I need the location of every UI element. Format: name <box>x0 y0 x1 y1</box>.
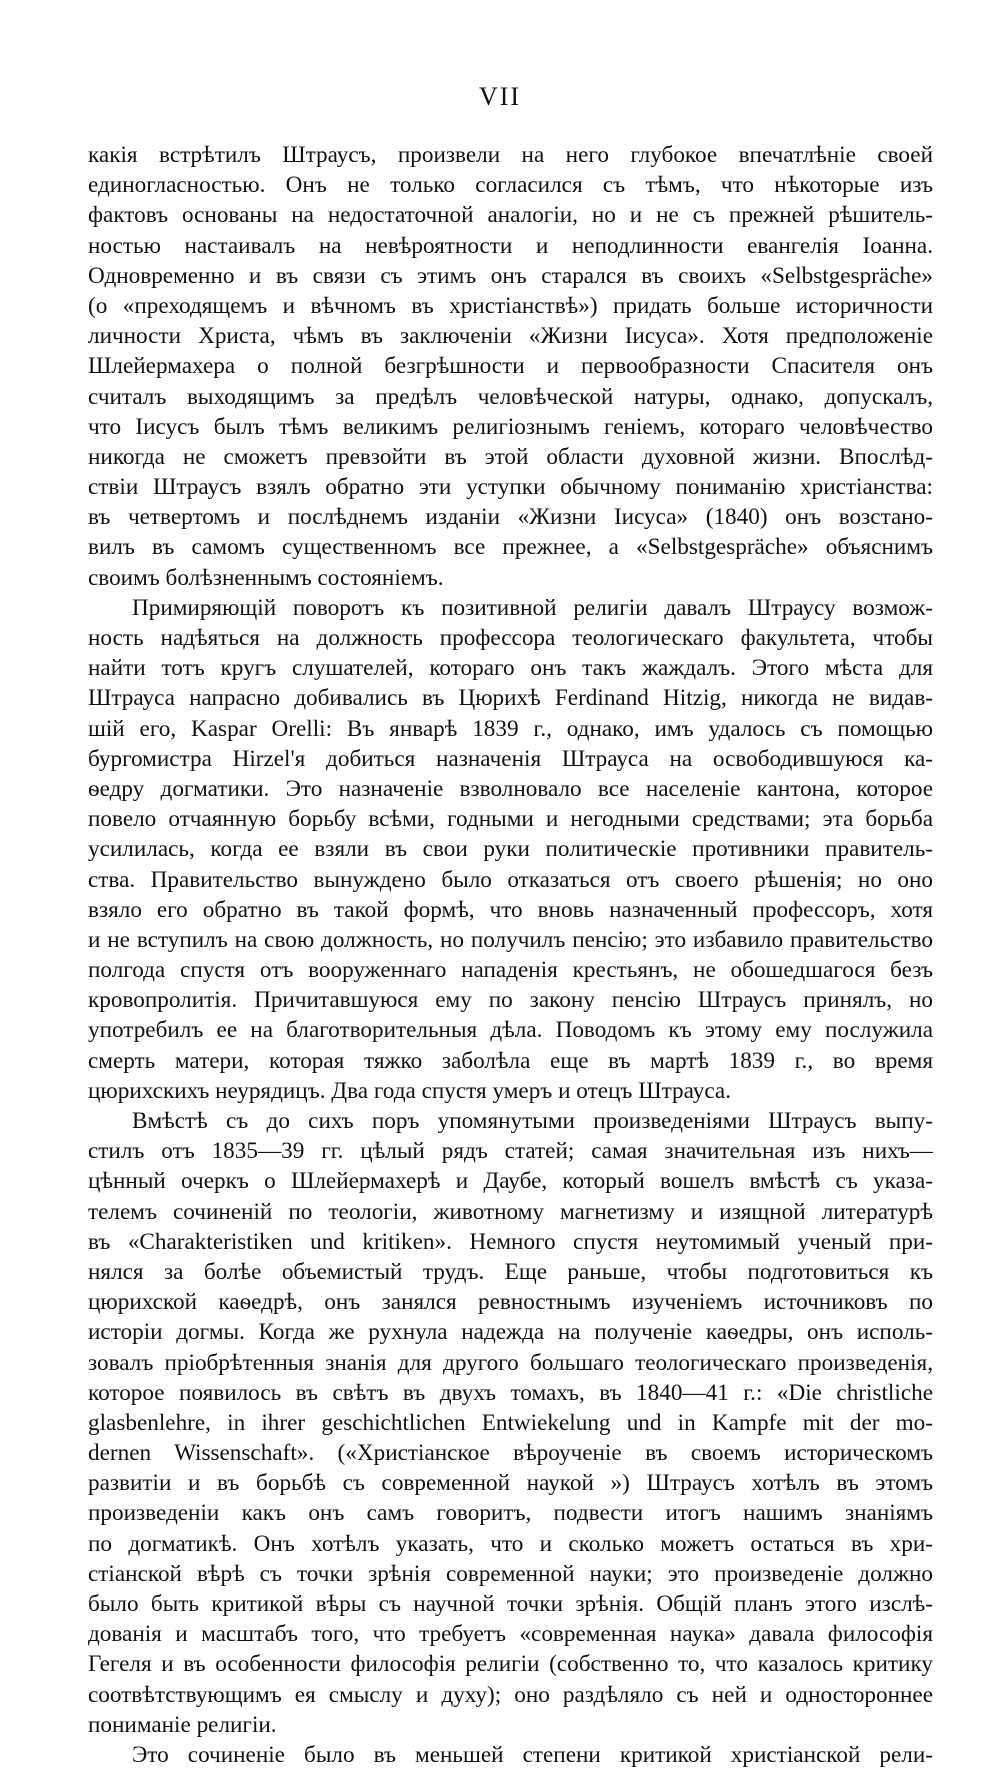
text-line: ства. Правительство вынуждено было отказаться отъ своего рѣшенія; но оно <box>88 866 933 893</box>
text-line: вилъ въ самомъ существенномъ все прежнее, а «Selbstgespräche» объяснимъ <box>88 534 933 561</box>
text-line: своимъ болѣзненнымъ состояніемъ. <box>88 564 444 591</box>
text-line: нялся за болѣе объемистый трудъ. Еще раньше, чтобы подготовиться къ <box>88 1258 933 1285</box>
text-line: никогда не сможетъ превзойти въ этой области духовной жизни. Впослѣд- <box>88 443 933 470</box>
text-line: усилилась, когда ее взяли въ свои руки политическіе противники правитель- <box>88 836 933 863</box>
text-line: кровопролитія. Причитавшуюся ему по закону пенсію Штраусъ принялъ, но <box>88 987 933 1014</box>
text-line: взяло его обратно въ такой формѣ, что вновь назначенный профессоръ, хотя <box>88 896 933 923</box>
text-line: считалъ выходящимъ за предѣлъ человѣческой натуры, однако, допускалъ, <box>88 383 933 410</box>
text-line: dernen Wissenschaft». («Христіанское вѣроученіе въ своемъ историческомъ <box>88 1440 933 1467</box>
text-line: въ четвертомъ и послѣднемъ изданіи «Жизни Іисуса» (1840) онъ возстано- <box>88 504 933 531</box>
text-line: единогласностью. Онъ не только согласился съ тѣмъ, что нѣкоторые изъ <box>88 172 933 199</box>
text-line: Штрауса напрасно добивались въ Цюрихѣ Ferdinand Hitzig, никогда не видав- <box>88 685 933 712</box>
text-line: glasbenlehre, in ihrer geschichtlichen Entwiekelung und in Kampfe mit der mo- <box>88 1409 933 1436</box>
text-line: ность надѣяться на должность профессора теологическаго факультета, чтобы <box>88 625 933 651</box>
text-line: произведеніи какъ онъ самъ говоритъ, подвести итогъ нашимъ знаніямъ <box>88 1500 933 1527</box>
text-line: дованія и масштабъ того, что требуетъ «современная наука» давала философія <box>88 1621 933 1648</box>
text-line: повело отчаянную борьбу всѣми, годными и негодными средствами; эта борьба <box>88 806 933 833</box>
text-line: зовалъ пріобрѣтенныя знанія для другого большаго теологическаго произведенія, <box>88 1349 933 1376</box>
text-line: Примиряющій поворотъ къ позитивной религіи давалъ Штраусу возмож- <box>132 594 933 621</box>
text-line: и не вступилъ на свою должность, но получилъ пенсію; это избавило правительство <box>88 926 933 953</box>
text-line: полгода спустя отъ вооруженнаго нападенія крестьянъ, не обошедшагося безъ <box>88 957 933 984</box>
text-line: шій его, Kaspar Orelli: Въ январѣ 1839 г., однако, имъ удалось съ помощью <box>88 715 933 742</box>
text-line: ѳедру догматики. Это назначеніе взволновало все населеніе кантона, которое <box>88 775 933 802</box>
body-text <box>88 140 933 1770</box>
text-line: бургомистра Hirzel'я добиться назначенія Штрауса на освободившуюся ка- <box>88 745 933 772</box>
text-line: соотвѣтствующимъ ея смыслу и духу); оно раздѣляло съ ней и одностороннее <box>88 1681 933 1708</box>
text-line: Шлейермахера о полной безгрѣшности и первообразности Спасителя онъ <box>88 353 933 380</box>
text-line: Гегеля и въ особенности философія религіи (собственно то, что казалось критику <box>88 1651 933 1678</box>
text-line: какія встрѣтилъ Штраусъ, произвели на него глубокое впечатлѣніе своей <box>88 142 933 168</box>
text-line: Это сочиненіе было въ меньшей степени критикой христіанской рели- <box>132 1741 933 1768</box>
text-line: личности Христа, чѣмъ въ заключеніи «Жизни Іисуса». Хотя предположеніе <box>88 323 933 350</box>
page-number: VII <box>478 82 522 111</box>
text-line: стилъ отъ 1835—39 гг. цѣлый рядъ статей; самая значительная изъ нихъ— <box>88 1138 933 1165</box>
text-line: цюрихскихъ неурядицъ. Два года спустя умеръ и отецъ Штрауса. <box>88 1077 731 1104</box>
text-line: развитіи и въ борьбѣ съ современной наукой ») Штраусъ хотѣлъ въ этомъ <box>88 1470 933 1497</box>
text-line: Одновременно и въ связи съ этимъ онъ старался въ своихъ «Selbstgespräche» <box>88 262 933 289</box>
text-line: по догматикѣ. Онъ хотѣлъ указать, что и сколько можетъ остаться въ хри- <box>88 1530 933 1557</box>
text-line: Вмѣстѣ съ до сихъ поръ упомянутыми произведеніями Штраусъ выпу- <box>132 1108 933 1134</box>
text-line: исторіи догмы. Когда же рухнула надежда на полученіе каѳедры, онъ исполь- <box>88 1319 933 1346</box>
text-line: ствіи Штраусъ взялъ обратно эти уступки обычному пониманію христіанства: <box>88 474 933 501</box>
text-line: было быть критикой вѣры съ научной точки зрѣнія. Общій планъ этого изслѣ- <box>88 1591 933 1617</box>
text-line: смерть матери, которая тяжко заболѣла еще въ мартѣ 1839 г., во время <box>88 1047 933 1074</box>
text-line: употребилъ ее на благотворительныя дѣла. Поводомъ къ этому ему послужила <box>88 1017 933 1044</box>
text-line: найти тотъ кругъ слушателей, котораго онъ такъ жаждалъ. Этого мѣста для <box>88 655 933 682</box>
text-line: цюрихской каѳедрѣ, онъ занялся ревностнымъ изученіемъ источниковъ по <box>88 1289 933 1316</box>
text-line: фактовъ основаны на недостаточной аналогіи, но и не съ прежней рѣшитель- <box>88 202 933 229</box>
text-line: телемъ сочиненій по теологіи, животному магнетизму и изящной литературѣ <box>88 1198 933 1225</box>
text-line: въ «Charakteristiken und kritiken». Немного спустя неутомимый ученый при- <box>88 1228 933 1255</box>
text-line: что Іисусъ былъ тѣмъ великимъ религіознымъ геніемъ, котораго человѣчество <box>88 413 933 440</box>
text-line: цѣнный очеркъ о Шлейермахерѣ и Даубе, который вошелъ вмѣстѣ съ указа- <box>88 1168 933 1195</box>
text-line: (о «преходящемъ и вѣчномъ въ христіанствѣ») придать больше историчности <box>88 292 933 319</box>
text-line: которое появилось въ свѣтъ въ двухъ томахъ, въ 1840—41 г.: «Die christliche <box>88 1379 933 1406</box>
text-line: пониманіе религіи. <box>88 1711 277 1738</box>
text-line: ностью настаивалъ на невѣроятности и неподлинности евангелія Іоанна. <box>88 232 933 259</box>
text-line: стіанской вѣрѣ съ точки зрѣнія современной науки; это произведеніе должно <box>88 1560 933 1587</box>
